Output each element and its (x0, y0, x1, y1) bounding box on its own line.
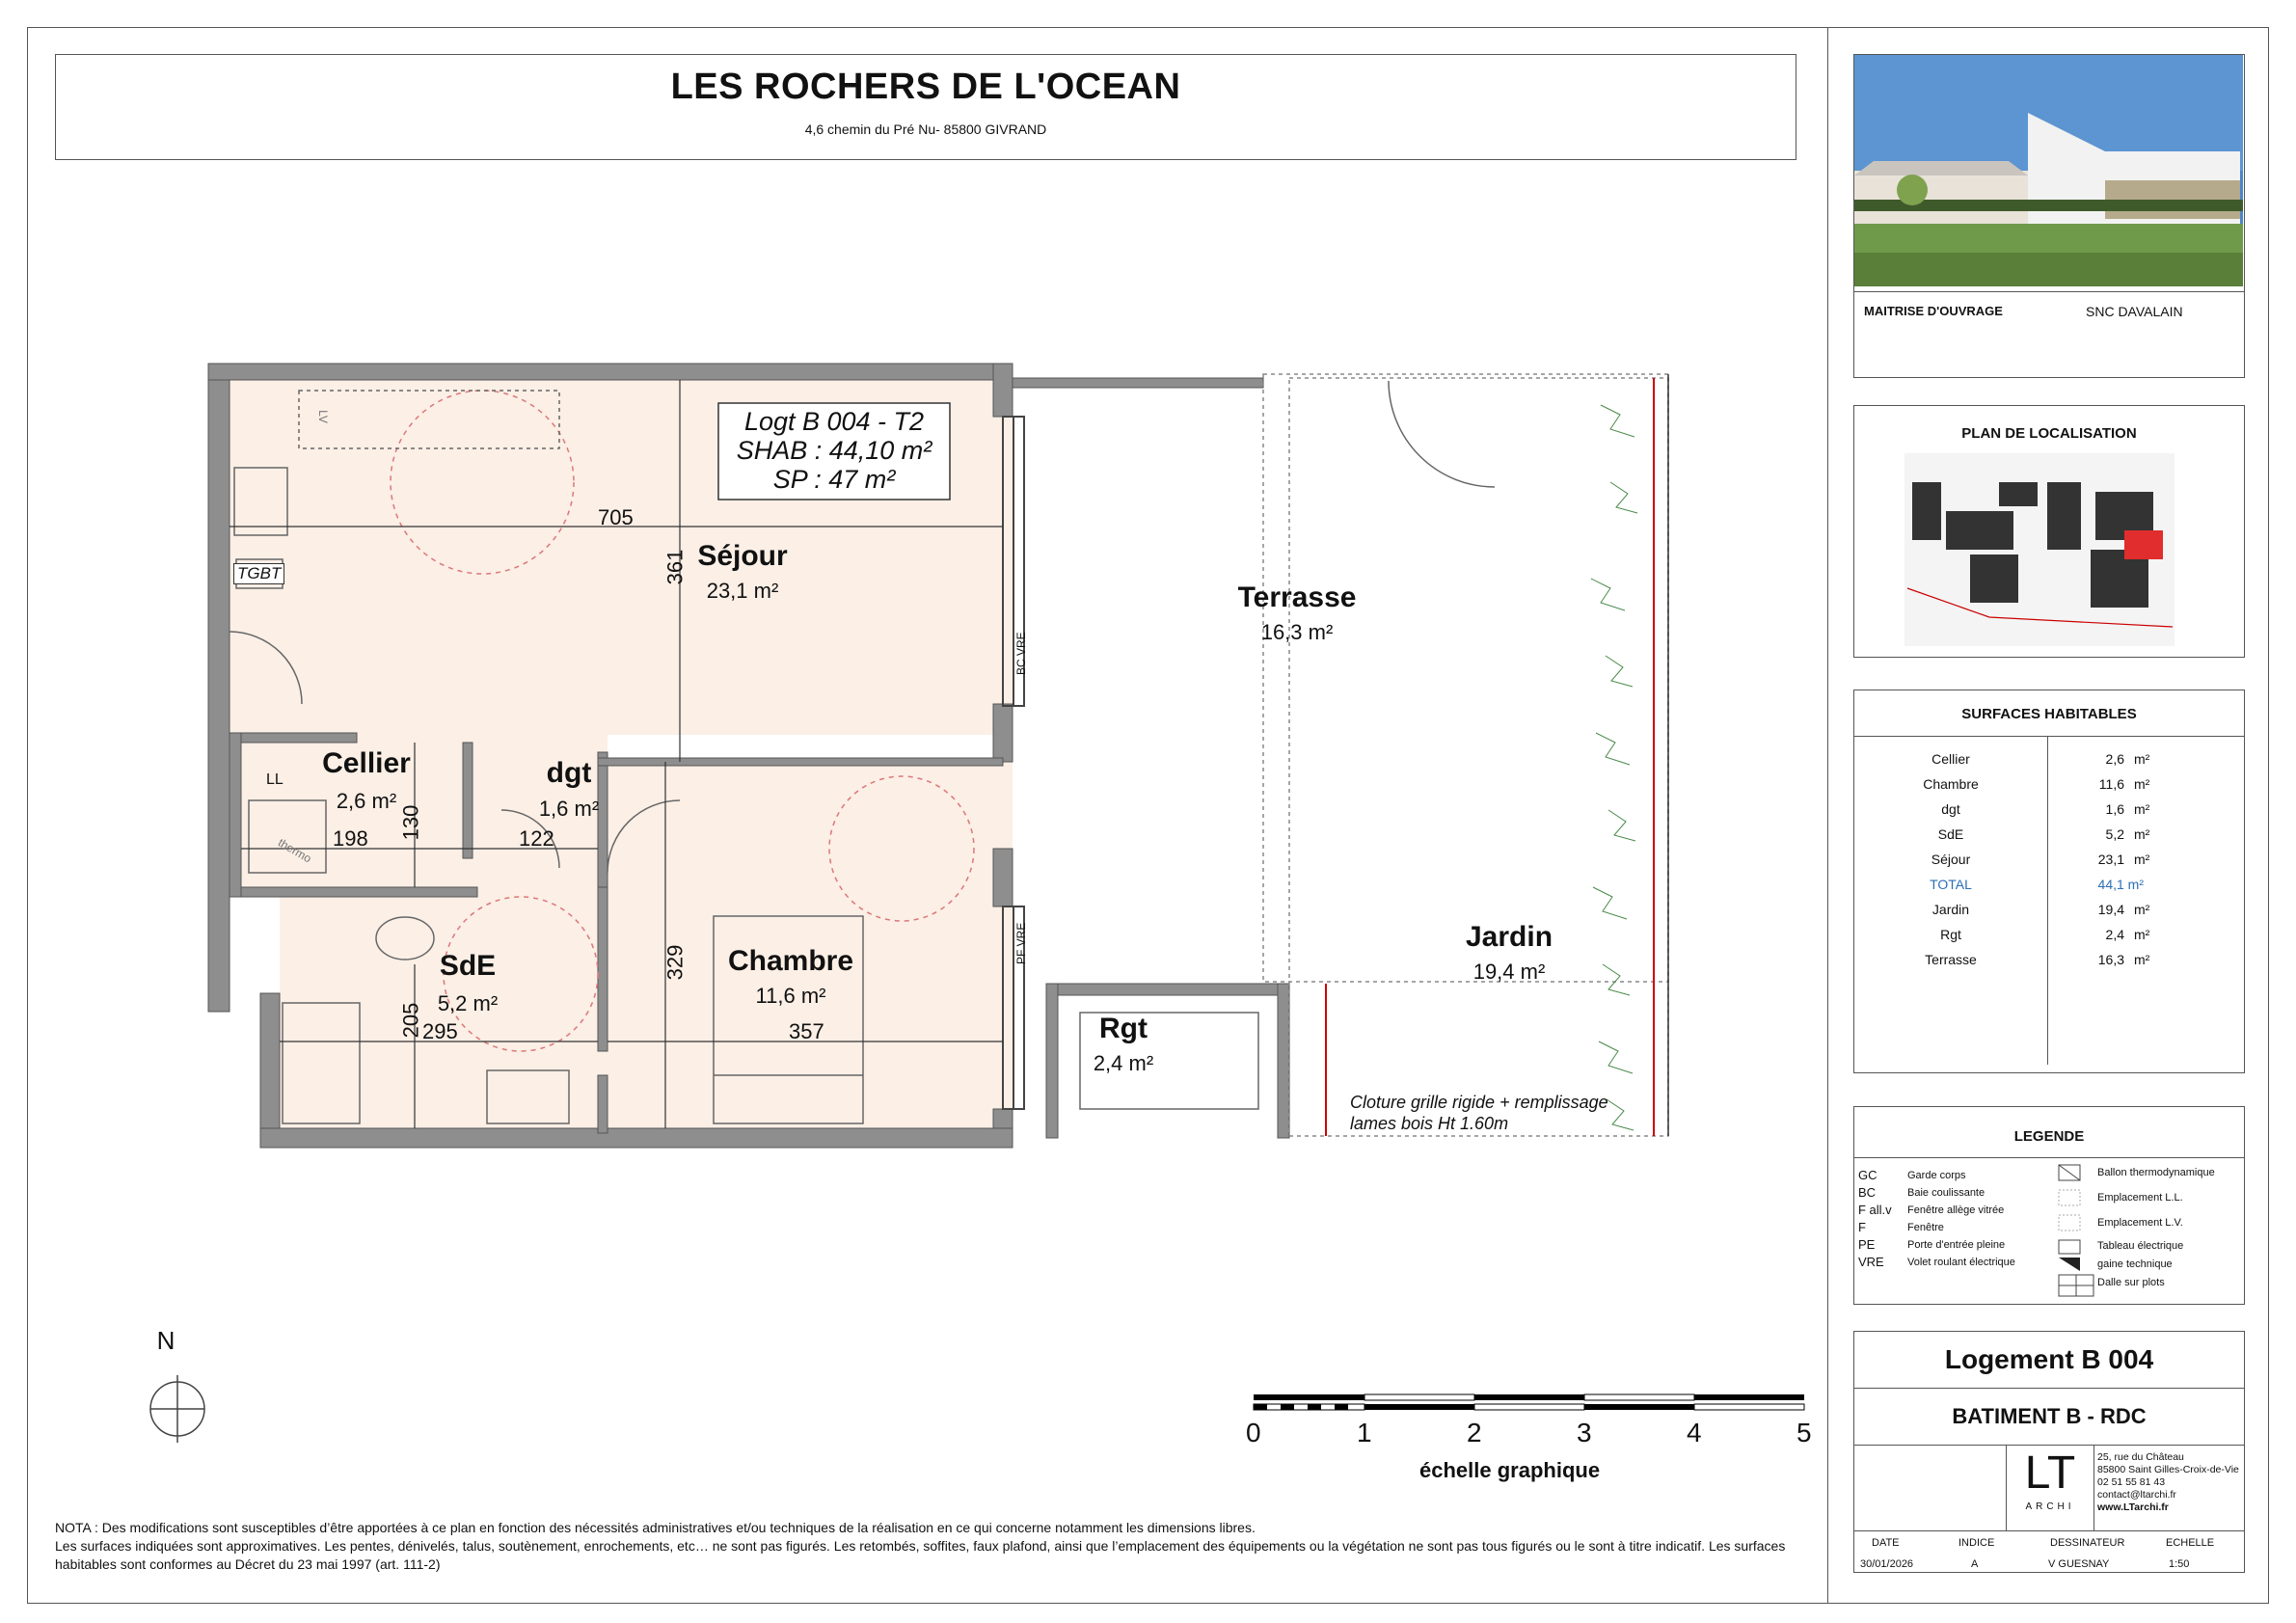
room-sde-name: SdE (439, 950, 497, 982)
scale-bar (1217, 1389, 1815, 1418)
surface-row: dgt 1,6 m² (1941, 801, 2150, 817)
thermo-label: thermo (276, 835, 314, 866)
location-title: PLAN DE LOCALISATION (1961, 425, 2137, 442)
hedge-vegetation (1591, 405, 1637, 1130)
surface-row: Cellier 2,6 m² (1931, 751, 2150, 767)
dim-205: 205 (398, 1002, 423, 1039)
bc-vre-label: BC VRE (1014, 632, 1028, 675)
north-letter: N (156, 1326, 176, 1355)
room-terrasse-area: 16,3 m² (1260, 620, 1334, 644)
dim-130: 130 (398, 804, 423, 841)
compass-icon (108, 1356, 224, 1452)
surfaces-title: SURFACES HABITABLES (1961, 706, 2137, 722)
scale-tick-1: 1 (1357, 1418, 1372, 1447)
cloture-label-2: lames bois Ht 1.60m (1350, 1114, 1509, 1133)
dim-295: 295 (422, 1019, 458, 1043)
title-block-cartouche (1853, 1331, 2245, 1573)
dim-122: 122 (519, 826, 554, 851)
surface-row: Séjour 23,1 m² (1931, 852, 2150, 867)
room-cellier-area: 2,6 m² (336, 789, 397, 813)
nota-line-1: NOTA : Des modifications sont susceptibles d’être apportées à ce plan en fonction des nécessités administratives et/ou techniques de la réalisation en ce qui concerne notamment les dimensions libres. (55, 1520, 1256, 1535)
nota-text (55, 1519, 1810, 1574)
legend-symbol-texts: Ballon thermodynamique Emplacement L.L. Emplacement L.V. Tableau électrique gaine technique Dalle sur plots (2097, 1167, 2215, 1288)
surface-row: Jardin 19,4 m² (1931, 902, 2150, 917)
surfaces-panel (1853, 690, 2245, 1073)
surface-row: Rgt 2,4 m² (1940, 927, 2150, 942)
legend-code-texts: Garde corps Baie coulissante Fenêtre allège vitrée Fenêtre Porte d'entrée pleine Volet roulant électrique (1907, 1170, 2015, 1268)
logement-type: Logt B 004 - T2 (743, 407, 925, 436)
dim-361: 361 (662, 549, 688, 585)
building-render-image (1854, 55, 2243, 286)
project-title: LES ROCHERS DE L'OCEAN (670, 67, 1181, 107)
legend-title: LEGENDE (2013, 1128, 2085, 1145)
dim-705: 705 (598, 505, 634, 529)
legend-symbols-icon (2057, 1163, 2095, 1298)
scale-tick-2: 2 (1467, 1418, 1482, 1447)
room-sejour-name: Séjour (697, 540, 788, 572)
room-terrasse-name: Terrasse (1237, 582, 1357, 613)
firm-logo: LT ARCHI (2006, 1446, 2094, 1530)
room-cellier-name: Cellier (322, 747, 411, 779)
legend-codes: GC BC F all.v F PE VRE (1858, 1168, 1892, 1269)
firm-contact: 25, rue du Château 85800 Saint Gilles-Croix-de-Vie 02 51 55 81 43 contact@ltarchi.fr www.LTarchi.fr (2097, 1451, 2239, 1513)
room-sejour-area: 23,1 m² (706, 579, 779, 603)
surface-row: SdE 5,2 m² (1937, 826, 2150, 842)
room-chambre-area: 11,6 m² (755, 984, 826, 1008)
room-sde-area: 5,2 m² (437, 991, 499, 1015)
surfaces-table (1854, 736, 2244, 972)
logement-shab: SHAB : 44,10 m² (736, 436, 932, 465)
room-dgt-area: 1,6 m² (538, 797, 600, 821)
location-map (1854, 453, 2243, 656)
dim-357: 357 (789, 1019, 824, 1043)
render-panel (1853, 54, 2245, 378)
maitrise-label: MAITRISE D'OUVRAGE (1864, 304, 2003, 318)
batiment-heading: BATIMENT B - RDC (1854, 1389, 2244, 1446)
cartouche-values: 30/01/2026 A V GUESNAY 1:50 (1860, 1558, 2190, 1570)
logement-sp: SP : 47 m² (772, 465, 896, 494)
dim-198: 198 (333, 826, 368, 851)
room-rgt-area: 2,4 m² (1093, 1051, 1154, 1075)
ll-label: LL (266, 771, 284, 788)
surface-total-row: TOTAL 44,1 m² (1930, 877, 2144, 892)
room-rgt-name: Rgt (1099, 1013, 1148, 1044)
cartouche-headers: DATE INDICE DESSINATEUR ECHELLE (1854, 1530, 2244, 1549)
scale-tick-4: 4 (1687, 1418, 1702, 1447)
room-jardin-name: Jardin (1465, 921, 1553, 953)
logement-heading: Logement B 004 (1854, 1332, 2244, 1389)
nota-line-2: Les surfaces indiquées sont approximatives. Les pentes, dénivelés, talus, soutènement, enrochements, etc… ne sont pas figurés. Les retombés, soffites, faux plafond, ainsi que l’emplacement des équipements ou la végétation ne sont pas tous figurés ou le sont à titre indicatif. Les surfaces habitables sont conformes au Décret du 23 mai 1997 (art. 111-2) (55, 1538, 1786, 1572)
legend-panel (1853, 1106, 2245, 1305)
north-arrow (108, 1326, 224, 1471)
maitrise-value: SNC DAVALAIN (2086, 304, 2183, 319)
room-chambre-name: Chambre (727, 945, 854, 977)
terrace-garden (1263, 374, 1668, 1136)
scale-tick-5: 5 (1796, 1418, 1812, 1447)
pf-vre-label: PF VRE (1014, 922, 1028, 964)
location-panel (1853, 405, 2245, 658)
surface-row: Terrasse 16,3 m² (1925, 952, 2150, 967)
scale-tick-3: 3 (1577, 1418, 1592, 1447)
logement-summary (718, 407, 950, 494)
firm-block (1854, 1446, 2244, 1530)
sidebar-divider (1827, 27, 1828, 1604)
scale-tick-0: 0 (1246, 1418, 1261, 1447)
surface-row: Chambre 11,6 m² (1923, 776, 2150, 792)
cloture-label: Cloture grille rigide + remplissage (1350, 1093, 1608, 1112)
room-dgt-name: dgt (546, 757, 592, 789)
lv-label: LV (315, 410, 330, 423)
project-address: 4,6 chemin du Pré Nu- 85800 GIVRAND (804, 122, 1047, 137)
tgbt-label: TGBT (233, 563, 284, 584)
scale-caption: échelle graphique (1419, 1458, 1601, 1482)
graphic-scale (1217, 1389, 1815, 1495)
maitrise-row (1854, 291, 2244, 331)
dim-329: 329 (662, 944, 688, 981)
room-jardin-area: 19,4 m² (1472, 960, 1546, 984)
